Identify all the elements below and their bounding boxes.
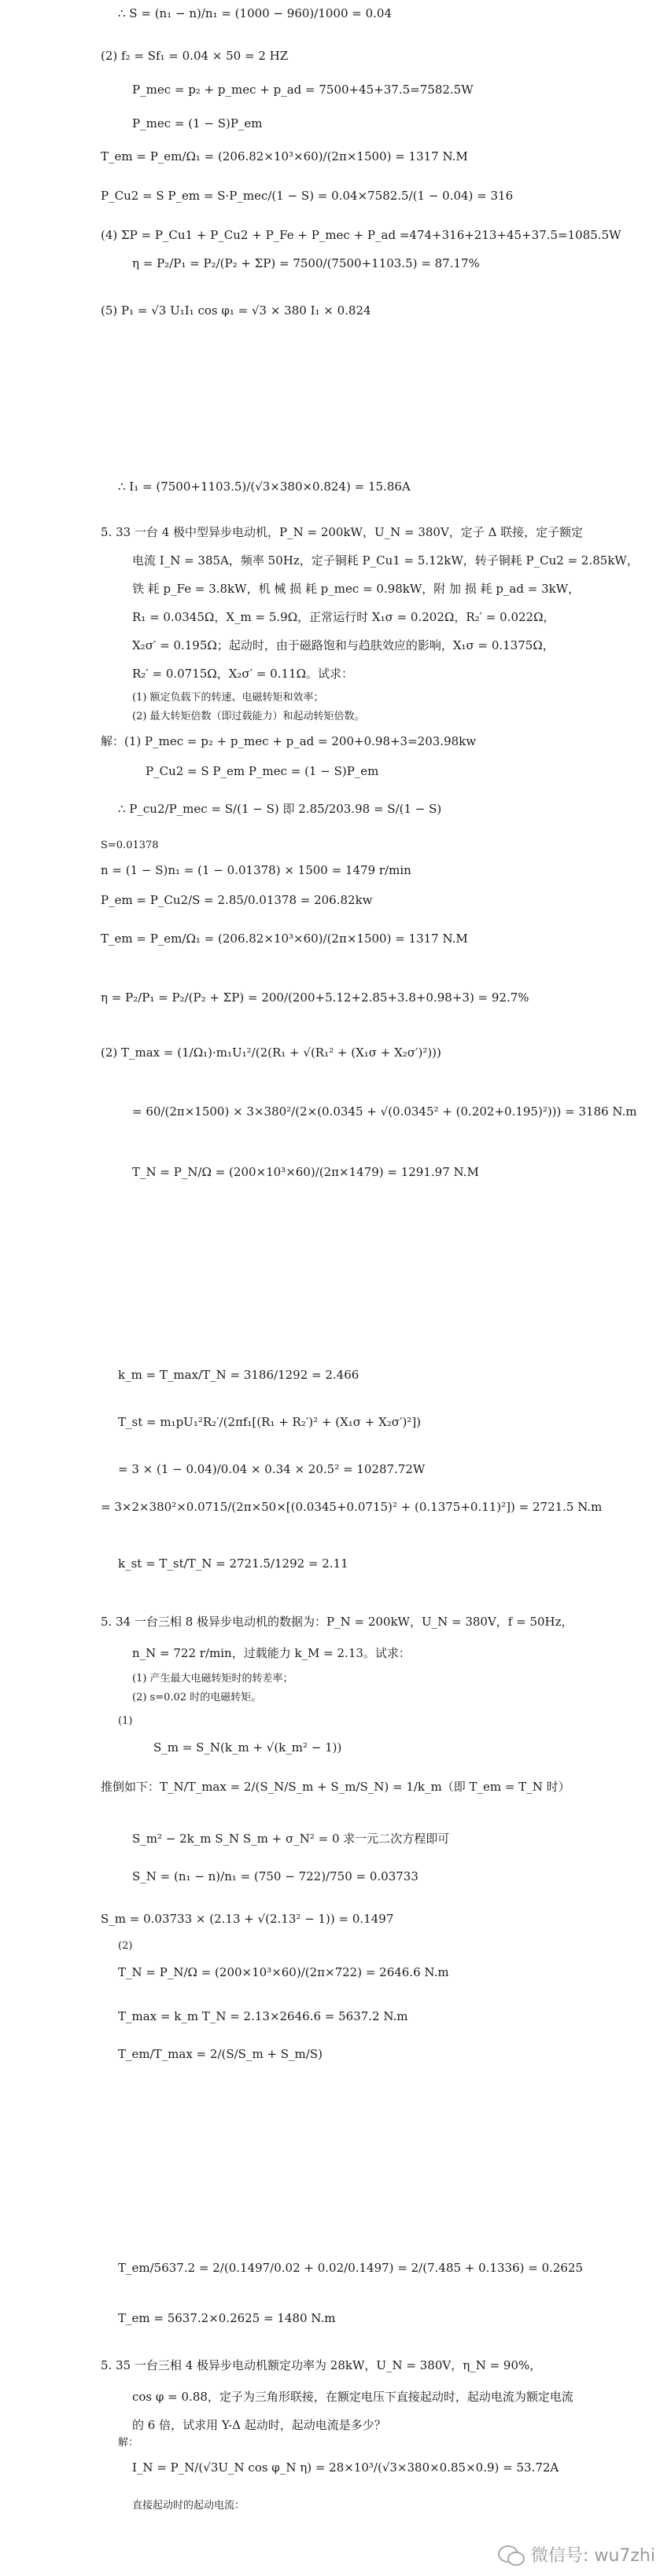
text-line: η = P₂/P₁ = P₂/(P₂ + ΣP) = 200/(200+5.12+2.85+3.8+0.98+3) = 92.7% bbox=[101, 990, 529, 1005]
text-line: (5) P₁ = √3 U₁I₁ cos φ₁ = √3 × 380 I₁ × 0.824 bbox=[101, 303, 371, 318]
text-line: T_max = k_m T_N = 2.13×2646.6 = 5637.2 N.m bbox=[118, 2009, 408, 2023]
text-line: S_m² − 2k_m S_N S_m + σ_N² = 0 求一元二次方程即可 bbox=[132, 1832, 450, 1846]
text-line: P_Cu2 = S P_em = S·P_mec/(1 − S) = 0.04×7582.5/(1 − 0.04) = 316 bbox=[101, 189, 514, 203]
text-line: P_mec = p₂ + p_mec + p_ad = 7500+45+37.5=7582.5W bbox=[132, 83, 474, 97]
text-line: R₁ = 0.0345Ω，X_m = 5.9Ω，正常运行时 X₁σ = 0.202Ω，R₂′ = 0.022Ω， bbox=[132, 610, 555, 624]
text-line: P_em = P_Cu2/S = 2.85/0.01378 = 206.82kw bbox=[101, 893, 373, 907]
text-line: I_N = P_N/(√3U_N cos φ_N η) = 28×10³/(√3×380×0.85×0.9) = 53.72A bbox=[132, 2460, 559, 2475]
text-line: = 60/(2π×1500) × 3×380²/(2×(0.0345 + √(0.0345² + (0.202+0.195)²))) = 3186 N.m bbox=[132, 1104, 637, 1119]
text-line: X₂σ′ = 0.195Ω；起动时，由于磁路饱和与趋肤效应的影响，X₁σ = 0.1375Ω， bbox=[132, 638, 555, 652]
text-line: T_em = P_em/Ω₁ = (206.82×10³×60)/(2π×1500) = 1317 N.M bbox=[101, 149, 468, 164]
text-line: cos φ = 0.88，定子为三角形联接，在额定电压下直接起动时，起动电流为额定电流 bbox=[132, 2390, 573, 2404]
text-line: = 3 × (1 − 0.04)/0.04 × 0.34 × 20.5² = 10287.72W bbox=[118, 1462, 426, 1476]
text-line: n = (1 − S)n₁ = (1 − 0.01378) × 1500 = 1479 r/min bbox=[101, 863, 411, 877]
watermark-text: 微信号: wu7zhi bbox=[531, 2546, 655, 2566]
text-line: 铁 耗 p_Fe = 3.8kW，机 械 损 耗 p_mec = 0.98kW，附 加 损 耗 p_ad = 3kW， bbox=[132, 582, 581, 596]
text-line: (2) 最大转矩倍数（即过载能力）和起动转矩倍数。 bbox=[132, 711, 365, 722]
text-line: 5. 33 一台 4 极中型异步电动机，P_N = 200kW，U_N = 380V，定子 Δ 联接，定子额定 bbox=[101, 525, 584, 539]
text-line: T_em/5637.2 = 2/(0.1497/0.02 + 0.02/0.1497) = 2/(7.485 + 0.1336) = 0.2625 bbox=[118, 2261, 584, 2275]
text-line: T_em/T_max = 2/(S/S_m + S_m/S) bbox=[118, 2047, 323, 2061]
text-line: (2) T_max = (1/Ω₁)·m₁U₁²/(2(R₁ + √(R₁² + (X₁σ + X₂σ′)²))) bbox=[101, 1045, 441, 1060]
text-line: (2) f₂ = Sf₁ = 0.04 × 50 = 2 HZ bbox=[101, 49, 289, 63]
text-line: T_N = P_N/Ω = (200×10³×60)/(2π×1479) = 1291.97 N.M bbox=[132, 1165, 479, 1179]
text-line: (1) 产生最大电磁转矩时的转差率； bbox=[132, 1673, 293, 1685]
text-line: 5. 35 一台三相 4 极异步电动机额定功率为 28kW，U_N = 380V，η_N = 90%， bbox=[101, 2358, 542, 2372]
text-line: P_Cu2 = S P_em P_mec = (1 − S)P_em bbox=[146, 764, 379, 778]
text-line: ∴ I₁ = (7500+1103.5)/(√3×380×0.824) = 15.86A bbox=[118, 480, 411, 494]
text-line: T_N = P_N/Ω = (200×10³×60)/(2π×722) = 2646.6 N.m bbox=[118, 1965, 449, 1979]
text-line: 解：(1) P_mec = p₂ + p_mec + p_ad = 200+0.98+3=203.98kw bbox=[101, 734, 477, 748]
text-line: S_m = S_N(k_m + √(k_m² − 1)) bbox=[153, 1740, 342, 1755]
text-line: 解： bbox=[118, 2437, 139, 2449]
text-line: S_m = 0.03733 × (2.13 + √(2.13² − 1)) = 0.1497 bbox=[101, 1912, 394, 1926]
text-line: η = P₂/P₁ = P₂/(P₂ + ΣP) = 7500/(7500+1103.5) = 87.17% bbox=[132, 256, 480, 270]
watermark bbox=[498, 2542, 655, 2567]
text-line: (1) bbox=[118, 1715, 133, 1727]
text-line: T_em = P_em/Ω₁ = (206.82×10³×60)/(2π×1500) = 1317 N.M bbox=[101, 932, 468, 946]
text-line: = 3×2×380²×0.0715/(2π×50×[(0.0345+0.0715)² + (0.1375+0.11)²]) = 2721.5 N.m bbox=[101, 1500, 603, 1514]
text-line: (2) bbox=[118, 1940, 133, 1952]
text-line: 电流 I_N = 385A，频率 50Hz，定子铜耗 P_Cu1 = 5.12kW，转子铜耗 P_Cu2 = 2.85kW， bbox=[132, 553, 639, 568]
text-line: T_st = m₁pU₁²R₂′/(2πf₁[(R₁ + R₂′)² + (X₁σ + X₂σ′)²]) bbox=[118, 1415, 422, 1429]
text-line: n_N = 722 r/min，过载能力 k_M = 2.13。试求： bbox=[132, 1646, 411, 1660]
wechat-icon bbox=[498, 2544, 525, 2566]
text-line: k_st = T_st/T_N = 2721.5/1292 = 2.11 bbox=[118, 1556, 348, 1571]
text-line: 的 6 倍，试求用 Y-Δ 起动时，起动电流是多少？ bbox=[132, 2418, 386, 2432]
text-line: (2) s=0.02 时的电磁转矩。 bbox=[132, 1692, 262, 1703]
text-line: (1) 额定负载下的转速、电磁转矩和效率； bbox=[132, 692, 324, 704]
text-line: ∴ P_cu2/P_mec = S/(1 − S) 即 2.85/203.98 = S/(1 − S) bbox=[118, 802, 442, 816]
text-line: 直接起动时的起动电流： bbox=[132, 2500, 245, 2512]
text-line: 5. 34 一台三相 8 极异步电动机的数据为：P_N = 200kW，U_N = 380V，f = 50Hz， bbox=[101, 1615, 573, 1629]
text-line: S_N = (n₁ − n)/n₁ = (750 − 722)/750 = 0.03733 bbox=[132, 1869, 418, 1883]
text-line: T_em = 5637.2×0.2625 = 1480 N.m bbox=[118, 2311, 336, 2325]
text-line: P_mec = (1 − S)P_em bbox=[132, 116, 263, 130]
text-line: (4) ΣP = P_Cu1 + P_Cu2 + P_Fe + P_mec + P_ad =474+316+213+45+37.5=1085.5W bbox=[101, 228, 621, 242]
text-line: 推倒如下：T_N/T_max = 2/(S_N/S_m + S_m/S_N) = 1/k_m（即 T_em = T_N 时） bbox=[101, 1780, 570, 1794]
text-line: S=0.01378 bbox=[101, 840, 159, 851]
text-line: R₂′ = 0.0715Ω，X₂σ′ = 0.11Ω。试求： bbox=[132, 667, 354, 681]
text-line: ∴ S = (n₁ − n)/n₁ = (1000 − 960)/1000 = 0.04 bbox=[118, 6, 393, 20]
text-line: k_m = T_max/T_N = 3186/1292 = 2.466 bbox=[118, 1368, 359, 1382]
